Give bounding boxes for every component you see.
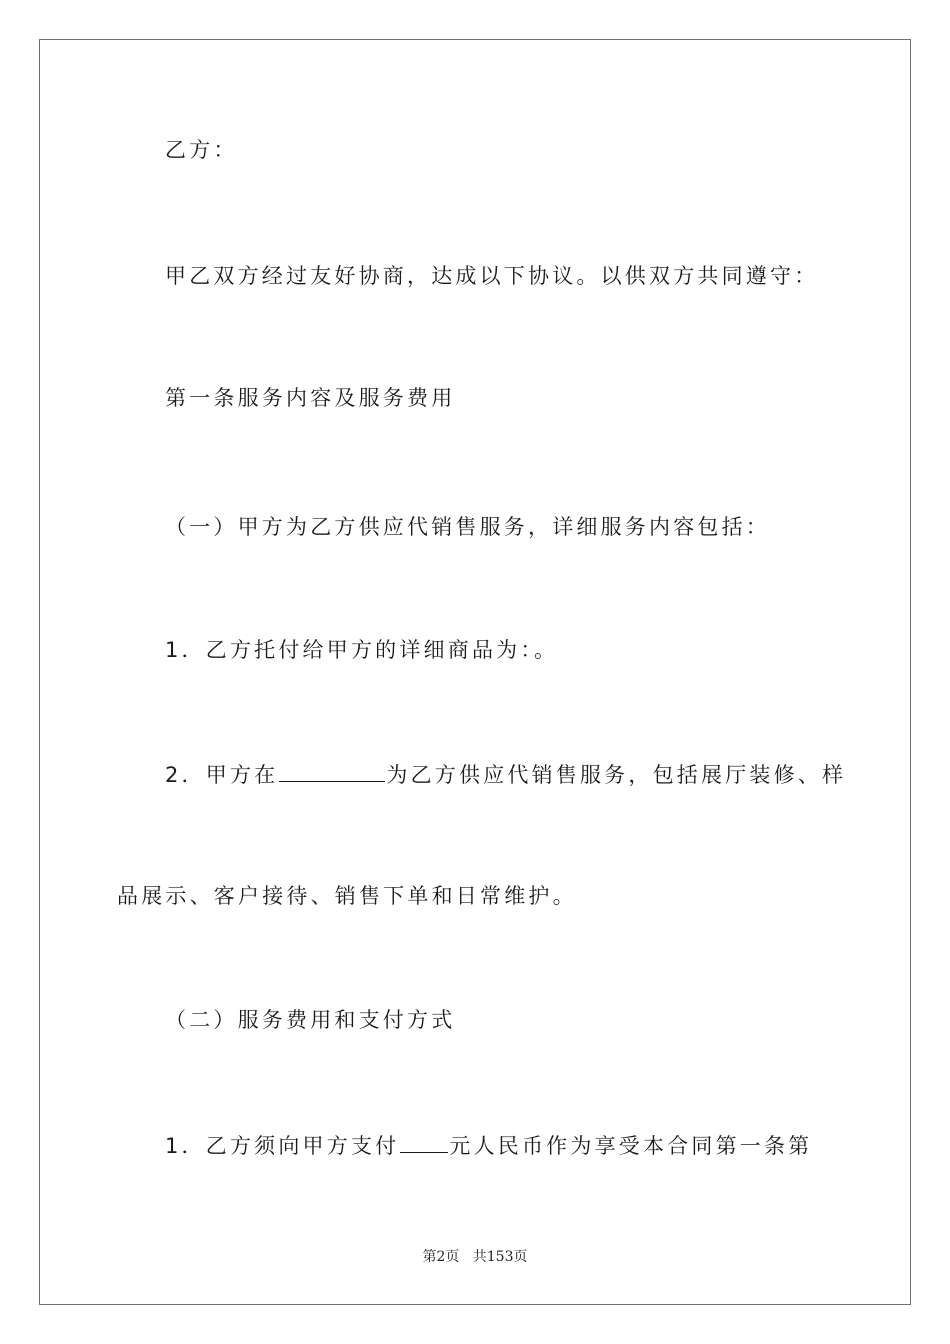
item-2-line <box>165 762 846 788</box>
intro-paragraph: 甲乙双方经过友好协商，达成以下协议。以供双方共同遵守： <box>165 264 819 288</box>
total-pages: 共153页 <box>472 1249 528 1265</box>
amount-blank[interactable] <box>400 1134 448 1153</box>
page-border <box>39 39 911 1305</box>
payment-1-line <box>165 1133 812 1159</box>
payment-1-suffix: 元人民币作为享受本合同第一条第 <box>449 1134 813 1158</box>
item-2-continuation: 品展示、客户接待、销售下单和日常维护。 <box>117 884 577 908</box>
item-1-line: 1．乙方托付给甲方的详细商品为：。 <box>165 638 559 662</box>
section-1-heading: （一）甲方为乙方供应代销售服务，详细服务内容包括： <box>165 515 770 539</box>
page-number: 第2页 <box>422 1249 460 1265</box>
payment-1-prefix: 1．乙方须向甲方支付 <box>165 1134 400 1158</box>
location-blank[interactable] <box>279 763 385 782</box>
item-2-prefix: 2．甲方在 <box>165 763 279 787</box>
page-footer <box>0 1246 950 1266</box>
party-b-line: 乙方： <box>165 138 238 162</box>
item-2-suffix: 为乙方供应代销售服务，包括展厅装修、样 <box>386 763 847 787</box>
section-2-heading: （二）服务费用和支付方式 <box>165 1008 456 1032</box>
article-1-heading: 第一条服务内容及服务费用 <box>165 386 456 410</box>
